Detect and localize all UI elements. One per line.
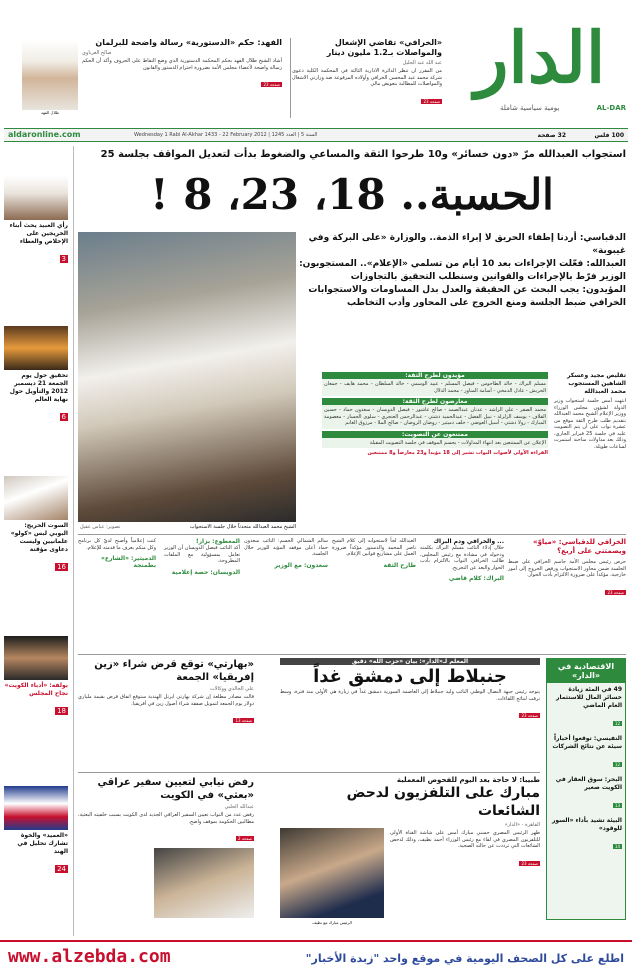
col-sub: الدويسان: حصة إعلامية	[171, 568, 240, 576]
col-title: الدميثير: «الشارع» بطمنجة	[100, 555, 156, 569]
col-text: خلال إدلاء النائب مسلم البراك بكلمته ودخوله في مشادة مع رئيس المجلس، طالب الخرافي النواب بالالتزام بأدب الحوار والبعد عن التجريح.	[420, 545, 504, 571]
sidebar-item[interactable]	[4, 786, 68, 875]
jumblatt-article[interactable]	[280, 658, 540, 768]
economy-item[interactable]	[547, 814, 625, 855]
article-byline: علي الخالدي ووكالات	[209, 686, 254, 692]
vote-box-title: ممتنعون عن التصويت:	[322, 431, 548, 438]
vote-box-names: محمد الصقر - علي الراشد - عدنان عبدالصمد - صالح عاشور - فيصل الدويسان - سعدون حماد - حسين القلاف - يوسف الزلزلة - نبيل الفضل - عبدالحميد دشتي - عبدالرحمن العنجري - سلوى الجسار - معصومة المبارك - رولا دشتي - أسيل العوضي - خلف دميثير - روضان الروضان - صالح الملا - مرزوق الغانم	[322, 405, 548, 429]
bullet: الخرافي ضبط الجلسة ومنع الخروج على المحاور وأدب التخاطب	[347, 298, 626, 308]
page-ref: صفحة 13	[235, 718, 252, 723]
mid-col-6[interactable]	[78, 538, 156, 650]
slogan: يومية سياسية شاملة	[500, 104, 560, 112]
mid-col-5[interactable]	[164, 538, 240, 650]
photo-caption: الرئيس مبارك مع نظيف	[312, 920, 352, 925]
vote-box-names: الإعلان عن الممتنعين بعد انتهاء المداولات - يحسم الموقف في جلسة التصويت المقبلة	[322, 438, 548, 449]
divider	[78, 534, 626, 535]
bullet: المؤيدون: يجب البحث عن الحقيقة والعدل بدل المساومات والاستجوابات	[308, 285, 626, 295]
bullet: العبدالله: فعّلت الإجراءات بعد 10 أيام من تسلمي «الإعلام».. المستجوبون: الوزير فرّط بالإجراءات والقوانين وسنطلب التحقيق بالتجاوزات	[299, 259, 626, 282]
fahad-photo	[22, 40, 78, 110]
vote-note: القراءة الأولى لأصوات النواب تشير إلى 18 مؤيداً و23 معارضاً و8 ممتنعين	[367, 450, 548, 456]
sidebar-item[interactable]	[4, 326, 68, 423]
teaser-title: الفهد: حكم «الدستورية» رسالة واضحة للبرلمان	[95, 38, 282, 47]
teaser-byline: صالح الغرباوي	[82, 50, 112, 56]
sidebar-photo	[4, 326, 68, 370]
main-headline[interactable]: الحسبة.. 18، 23، 8 !	[150, 170, 554, 219]
col-text: سالم الشمالي الحسم: النائب سعدون حماد أعلن موقفه المؤيد للوزير خلال الجلسة.	[244, 538, 328, 557]
sidebar-title: «العميد» والخوة تشارك تحليل في الهند	[17, 832, 68, 855]
sidebar-photo	[4, 636, 68, 680]
col-sub: طارح الثقة	[383, 561, 416, 569]
economy-item[interactable]	[547, 683, 625, 732]
article-kicker: المعلم لـ«الدار»: بيان «حزب الله» دقيق	[280, 658, 540, 665]
price: 100 فلس	[594, 132, 624, 139]
teaser-text: أشاد الشيخ طلال الفهد بحكم المحكمة الدستورية الذي وضع النقاط على الحروف وأكد أن الحكم رسالة واضحة لأعضاء مجلس الأمة بضرورة احترام الدستور والقانون	[82, 58, 282, 71]
page-ref: صفحة 23	[521, 713, 538, 718]
vote-box-title: مؤيدون لطرح الثقة:	[322, 372, 548, 379]
teaser-fahad[interactable]	[82, 38, 282, 118]
mid-col-4[interactable]	[244, 538, 328, 650]
article-title: «بهارتي» توقع قرض شراء «زين إفريقيا» الجمعة	[94, 659, 254, 683]
main-bullets	[296, 232, 626, 310]
article-text: رفض عدد من النواب تعيين السفير العراقي الجديد لدى الكويت بسبب خلفيته البعثية، مطالبين الحكومة بموقف واضح.	[78, 812, 254, 825]
mid-col-3[interactable]	[332, 538, 416, 650]
main-photo-caption: الشيخ محمد العبدالله متحدثاً خلال جلسة الاستجواب	[189, 524, 296, 530]
column-title: تقليص مجيد وعسكر الشاهين المستجوب محمد العبدالله	[567, 372, 626, 395]
economy-item-text: البيئة تشيد بأداء «السور للوقود»	[551, 817, 622, 832]
mubarak-photo	[280, 828, 384, 918]
economy-box	[546, 658, 626, 920]
mubarak-article[interactable]	[280, 776, 540, 936]
col-sub: البراك: كلام قاضي	[448, 575, 504, 582]
teaser-title: «الخرافي» تقاضي الإشغال والمواصلات بـ1.2 مليون دينار	[326, 38, 442, 57]
website-url[interactable]: aldaronline.com	[8, 130, 81, 139]
article-text: يتوجه رئيس جبهة النضال الوطني النائب وليد جنبلاط إلى العاصمة السورية دمشق غداً في زيارة هي الأولى منذ فترة، وسط ترقب لنتائج اللقاءات.	[280, 689, 540, 702]
col-title: المعطوع: بزاز!	[195, 538, 240, 545]
sidebar-title: رأي العبيد يحث أبناء الخريجين على الإخلاص والعطاء	[9, 222, 68, 245]
sidebar-page: 3	[61, 255, 66, 263]
sidebar-photo	[4, 476, 68, 520]
pages-count: 32 صفحة	[537, 132, 566, 139]
main-kicker: استجواب العبدالله مرّ «دون خسائر» و10 طرحوا الثقة والمساعي والضغوط بدأت لتعديل المواقف بجلسة 25	[100, 149, 626, 160]
article-text: ظهر الرئيس المصري حسني مبارك أمس على شاشة القناة الأولى للتلفزيون المصري في لقاء مع رئيس الوزراء أحمد نظيف، وذلك لدحض الشائعات التي ترددت عن حالته الصحية.	[390, 830, 540, 849]
masthead	[0, 0, 632, 140]
divider	[78, 772, 540, 773]
main-left-column[interactable]	[554, 372, 626, 528]
page-ref: صفحة 23	[423, 98, 440, 104]
article-title: مبارك على التلفزيون لدحض الشائعات	[346, 785, 540, 819]
economy-item[interactable]	[547, 773, 625, 814]
article-title: رفض نيابي لتعيين سفير عراقي «بعثي» في الكويت	[97, 777, 254, 801]
sidebar-title: بولفه: «أدباء الكويت» نجاح المجلس	[4, 682, 68, 697]
sidebar-title: تحقيق حول يوم الجمعة 21 ديسمبر 2012 والتأويل حول نهاية العالم	[9, 372, 68, 403]
col-text: العبدالله لجأ لاستجوابه إلى كلام الشيخ ناصر المحمد والدستور مؤكداً ضرورة العمل على مشاريع قوانين الإعلام.	[332, 538, 416, 557]
article-photo	[154, 848, 254, 918]
sidebar-item[interactable]	[4, 636, 68, 717]
issue-date: Wednesday 1 Rabi Al-Akhar 1433 - 22 February 2012 | السنة 5 | العدد 1245	[134, 132, 318, 138]
sidebar-page: 24	[57, 865, 66, 873]
sidebar-photo	[4, 786, 68, 830]
economy-item-text: 49 في المئة زيادة خسائر المال للاستثمار العام الماضي	[556, 686, 622, 709]
sidebar-item[interactable]	[4, 476, 68, 573]
teaser-text: من المقرر ان تنظر الدائرة الادارية الثالثة في المحكمة الكلية دعوى شركة محمد عبد المحسن الخرافي وأولاده المرفوعة ضد وزارتي الاشغال والمواصلات للمطالبة بتعويض مالي	[292, 68, 442, 87]
economy-item-text: النفيسي: توقعوا أخباراً سيئة عن نتائج الشركات	[552, 735, 622, 750]
logo	[454, 16, 626, 112]
mid-col-2[interactable]	[420, 538, 504, 650]
article-text: حرص رئيس مجلس الأمة جاسم الخرافي على ضبط الجلسة ضمن محاور الاستجواب ورفض الخروج إلى أمور خارجية، مؤكداً على ضرورة الالتزام بأدب الحوار.	[508, 559, 626, 578]
col-text: أكد النائب فيصل الدويسان أن الوزير تعامل بمسؤولية مع الملفات المطروحة.	[164, 545, 240, 564]
khurafi-daqbasi-article[interactable]	[508, 538, 626, 650]
page-ref: صفحة 23	[607, 589, 624, 595]
page-ref: 12	[614, 762, 620, 767]
economy-item-text: البحر: سوق العقار في الكويت صغير	[555, 776, 622, 791]
iraq-ambassador-article[interactable]	[78, 776, 254, 936]
article-text: قالت مصادر مطلعة إن شركة بهارتي ايرتل الهندية ستوقع اتفاق قرض بقيمة ملياري دولار يوم الجمعة لتمويل صفقة شراء أصول زين في أفريقيا.	[78, 694, 254, 707]
col-title: ... والخرافي ودم البراك	[433, 538, 504, 545]
photo-credit: تصوير: عباس عقيل	[80, 524, 121, 530]
divider	[290, 38, 291, 118]
main-photo	[78, 232, 296, 522]
vote-boxes	[322, 372, 548, 528]
bullet: الدقباسي: أردنا إطفاء الحريق لا إبراء الذمة.. والوزارة «على البركة وفي غيبوبة»	[308, 233, 626, 256]
article-title: جنبلاط إلى دمشق غداً	[313, 666, 507, 687]
economy-title: الاقتصادية في «الدار»	[547, 659, 625, 683]
economy-item[interactable]	[547, 732, 625, 773]
page-ref: 12	[614, 721, 620, 726]
sidebar-page: 18	[57, 707, 66, 715]
footer-url[interactable]: www.alzebda.com	[8, 946, 171, 967]
sidebar-page: 6	[61, 413, 66, 421]
article-byline: عبدالله الحلبي	[224, 804, 254, 810]
teaser-khurafi[interactable]	[292, 38, 442, 114]
vote-box-title: معارضون لطرح الثقة:	[322, 398, 548, 405]
page-ref: صفحة 2	[238, 836, 252, 841]
left-sidebar	[0, 146, 74, 936]
logo-english: AL-DAR	[596, 104, 626, 112]
sidebar-item[interactable]	[4, 176, 68, 265]
sidebar-page: 16	[57, 563, 66, 571]
fahad-photo-caption: طلال الفهد	[40, 110, 60, 115]
col-text: كنت إعلامياً وأصبح لديّ كل برنامج وكل منكم يعرف ما قدمته للإعلام.	[78, 538, 156, 551]
article-byline: القاهرة - «الدار»	[504, 822, 540, 828]
teaser-byline: عبد الله عبد الجليل	[402, 60, 442, 66]
page-ref: 14	[614, 844, 620, 849]
footer-slogan: اطلع على كل الصحف اليومية في موقع واحد "زبدة الأخبار"	[305, 952, 624, 965]
sidebar-photo	[4, 176, 68, 220]
divider	[78, 654, 626, 655]
sidebar-title: السوت الحريج: البوبي لبس «كولو» علمانيين وليست دعاوى مؤقتة	[10, 522, 68, 553]
vote-box-names: مسلم البراك - خالد الطاحوس - فيصل المسلم - عبيد الوسمي - خالد السلطان - محمد هايف - جمعان الحربش - عادل الدمخي - أسامة المناور - محمد الدلال	[322, 379, 548, 396]
column-text: انتهت أمس جلسة استجواب وزير الدولة لشؤون مجلس الوزراء ووزير الإعلام الشيخ محمد العبدالله بتقديم طلب طرح الثقة موقع من عشرة نواب على أن يتم التصويت عليه في جلسة 25 فبراير الجاري، وذلك بعد مداولات ساخنة استمرت لساعات طويلة.	[554, 398, 627, 450]
page-ref: صفحة 23	[263, 82, 280, 87]
col-sub: سعدون: مع الوزير	[274, 561, 328, 569]
article-kicker: طبيبا: لا حاجة بعد اليوم للفحوص المعملية	[396, 776, 540, 784]
page-ref: 13	[614, 803, 620, 808]
page-ref: صفحة 23	[521, 860, 538, 866]
logo-arabic: الدار	[474, 16, 606, 99]
bahrain-article[interactable]	[78, 658, 254, 768]
article-title: الخرافي للدقباسي: «مياوّ» ويصمتني على أربع؟	[533, 538, 626, 555]
footer-banner[interactable]	[0, 940, 632, 977]
issue-strip	[4, 128, 628, 142]
